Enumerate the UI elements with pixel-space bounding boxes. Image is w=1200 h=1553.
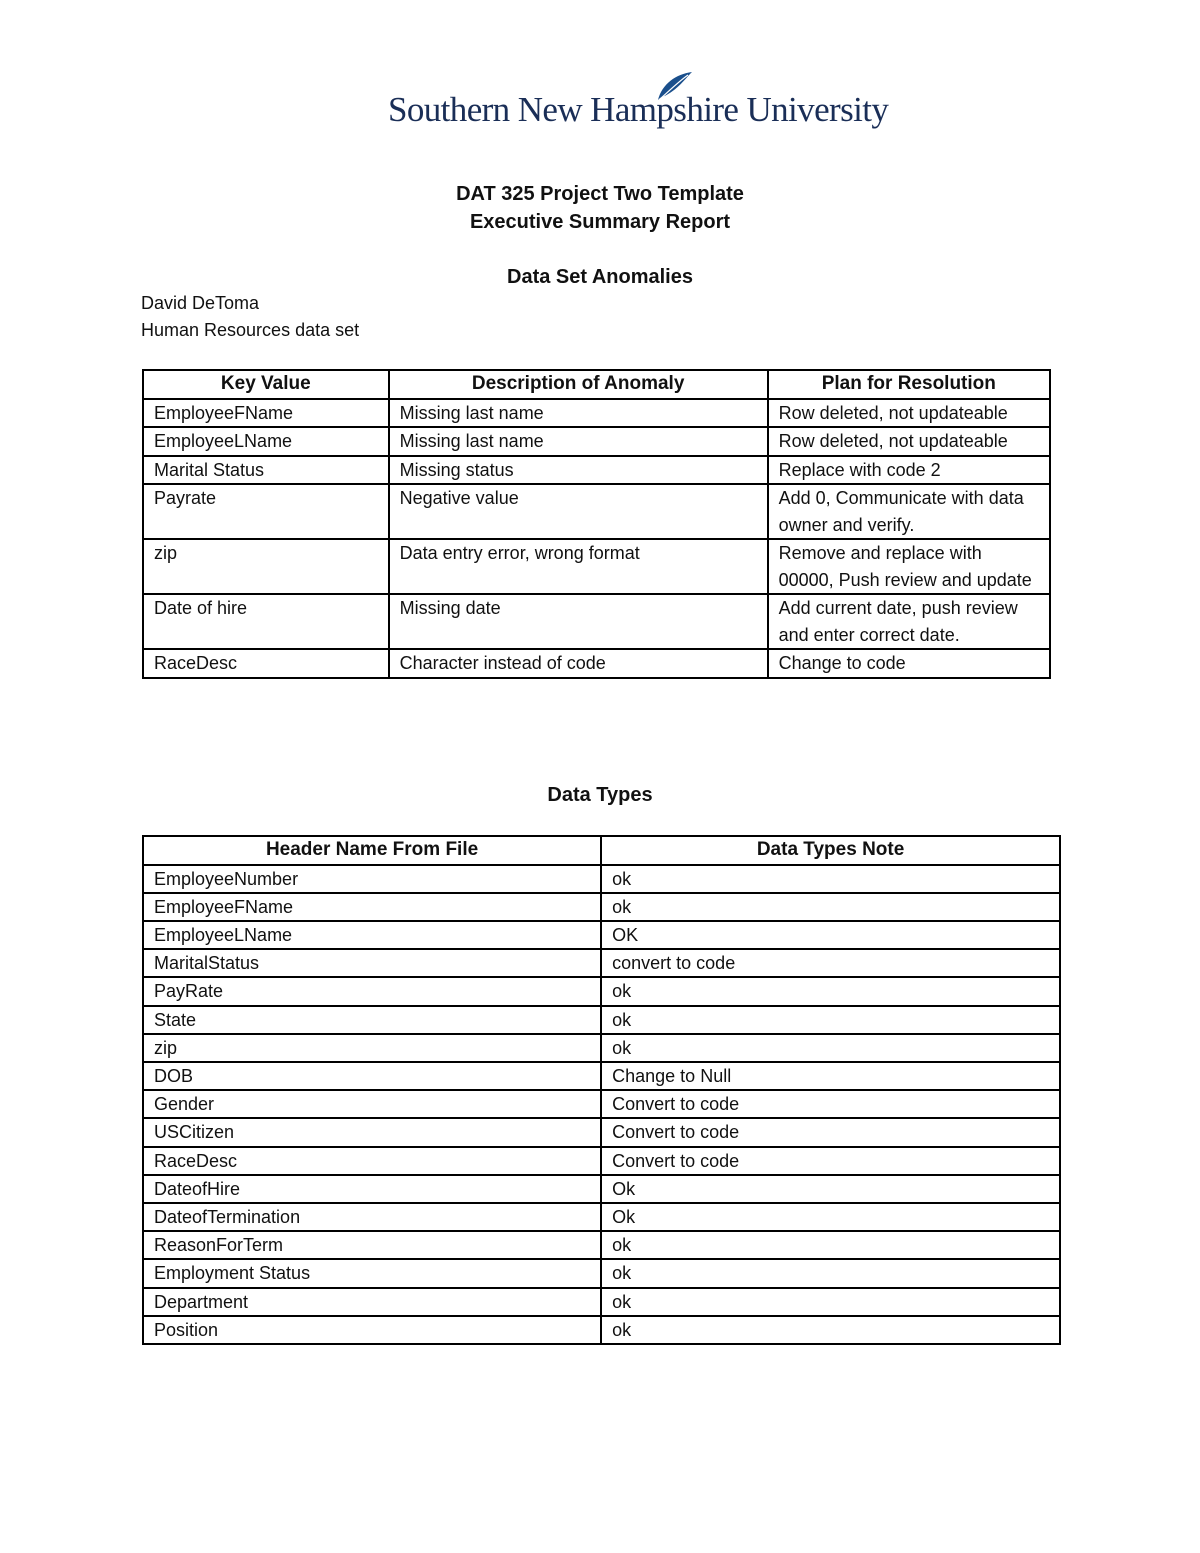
anomalies-cell: Marital Status: [143, 456, 389, 485]
section-heading-types: Data Types: [547, 784, 653, 806]
anomalies-cell: Date of hire: [143, 594, 389, 649]
table-row: [143, 921, 1060, 949]
anomalies-cell: zip: [143, 539, 389, 594]
anomalies-cell: Payrate: [143, 484, 389, 539]
types-cell: Change to Null: [601, 1062, 1060, 1090]
leaf-icon: [654, 70, 694, 104]
anomalies-header-cell: Key Value: [143, 370, 389, 399]
anomalies-cell: Add current date, push review and enter correct date.: [768, 594, 1050, 649]
types-cell: DateofHire: [143, 1175, 601, 1203]
types-cell: ok: [601, 865, 1060, 893]
anomalies-header-row: [143, 370, 1050, 399]
anomalies-cell: Row deleted, not updateable: [768, 427, 1050, 456]
types-cell: ok: [601, 1231, 1060, 1259]
section-heading-anomalies: Data Set Anomalies: [507, 266, 693, 288]
types-cell: Convert to code: [601, 1147, 1060, 1175]
types-cell: ok: [601, 1006, 1060, 1034]
anomalies-cell: Row deleted, not updateable: [768, 399, 1050, 428]
table-row: [143, 1062, 1060, 1090]
types-cell: DateofTermination: [143, 1203, 601, 1231]
anomalies-header-cell: Description of Anomaly: [389, 370, 768, 399]
anomalies-header-cell: Plan for Resolution: [768, 370, 1050, 399]
table-row: [143, 456, 1050, 485]
table-row: [143, 865, 1060, 893]
table-row: [143, 484, 1050, 539]
types-cell: MaritalStatus: [143, 949, 601, 977]
types-cell: Position: [143, 1316, 601, 1344]
anomalies-cell: Missing status: [389, 456, 768, 485]
types-cell: ReasonForTerm: [143, 1231, 601, 1259]
table-row: [143, 1203, 1060, 1231]
table-row: [143, 1034, 1060, 1062]
table-row: [143, 1288, 1060, 1316]
anomalies-cell: Missing date: [389, 594, 768, 649]
table-row: [143, 1118, 1060, 1146]
table-row: [143, 649, 1050, 678]
table-row: [143, 1090, 1060, 1118]
types-cell: Convert to code: [601, 1118, 1060, 1146]
table-row: [143, 1316, 1060, 1344]
anomalies-cell: Missing last name: [389, 399, 768, 428]
types-cell: RaceDesc: [143, 1147, 601, 1175]
anomalies-body: [143, 399, 1050, 678]
anomalies-cell: Replace with code 2: [768, 456, 1050, 485]
table-row: [143, 1259, 1060, 1287]
anomalies-cell: Character instead of code: [389, 649, 768, 678]
types-cell: ok: [601, 1316, 1060, 1344]
table-row: [143, 893, 1060, 921]
types-cell: DOB: [143, 1062, 601, 1090]
types-cell: Ok: [601, 1203, 1060, 1231]
anomalies-cell: EmployeeFName: [143, 399, 389, 428]
table-row: [143, 1147, 1060, 1175]
table-row: [143, 1175, 1060, 1203]
anomalies-cell: EmployeeLName: [143, 427, 389, 456]
types-header-row: [143, 836, 1060, 865]
types-cell: ok: [601, 1034, 1060, 1062]
table-row: [143, 949, 1060, 977]
page-title: DAT 325 Project Two Template: [456, 183, 744, 205]
types-header-cell: Header Name From File: [143, 836, 601, 865]
types-cell: zip: [143, 1034, 601, 1062]
anomalies-cell: Missing last name: [389, 427, 768, 456]
types-cell: Convert to code: [601, 1090, 1060, 1118]
page-subtitle: Executive Summary Report: [469, 211, 731, 233]
types-cell: Department: [143, 1288, 601, 1316]
types-cell: ok: [601, 1288, 1060, 1316]
table-row: [143, 1231, 1060, 1259]
table-row: [143, 1006, 1060, 1034]
types-cell: ok: [601, 977, 1060, 1005]
types-cell: State: [143, 1006, 601, 1034]
types-cell: OK: [601, 921, 1060, 949]
types-cell: EmployeeNumber: [143, 865, 601, 893]
types-cell: Ok: [601, 1175, 1060, 1203]
anomalies-cell: RaceDesc: [143, 649, 389, 678]
table-row: [143, 427, 1050, 456]
anomalies-cell: Negative value: [389, 484, 768, 539]
types-cell: ok: [601, 1259, 1060, 1287]
types-cell: PayRate: [143, 977, 601, 1005]
table-row: [143, 977, 1060, 1005]
types-cell: convert to code: [601, 949, 1060, 977]
dataset-name: Human Resources data set: [141, 320, 360, 340]
data-types-table: [142, 835, 1061, 1345]
types-cell: USCitizen: [143, 1118, 601, 1146]
table-row: [143, 594, 1050, 649]
types-cell: Employment Status: [143, 1259, 601, 1287]
anomalies-cell: Data entry error, wrong format: [389, 539, 768, 594]
anomalies-cell: Add 0, Communicate with data owner and verify.: [768, 484, 1050, 539]
table-row: [143, 539, 1050, 594]
university-logo: [388, 70, 889, 140]
anomalies-cell: Remove and replace with 00000, Push review and update: [768, 539, 1050, 594]
types-header-cell: Data Types Note: [601, 836, 1060, 865]
types-cell: ok: [601, 893, 1060, 921]
types-body: [143, 865, 1060, 1344]
author-name: David DeToma: [141, 293, 260, 313]
anomalies-cell: Change to code: [768, 649, 1050, 678]
table-row: [143, 399, 1050, 428]
types-cell: Gender: [143, 1090, 601, 1118]
types-cell: EmployeeLName: [143, 921, 601, 949]
types-cell: EmployeeFName: [143, 893, 601, 921]
logo-wordmark: Southern New Hampshire University: [388, 90, 889, 129]
anomalies-table: [142, 369, 1051, 679]
